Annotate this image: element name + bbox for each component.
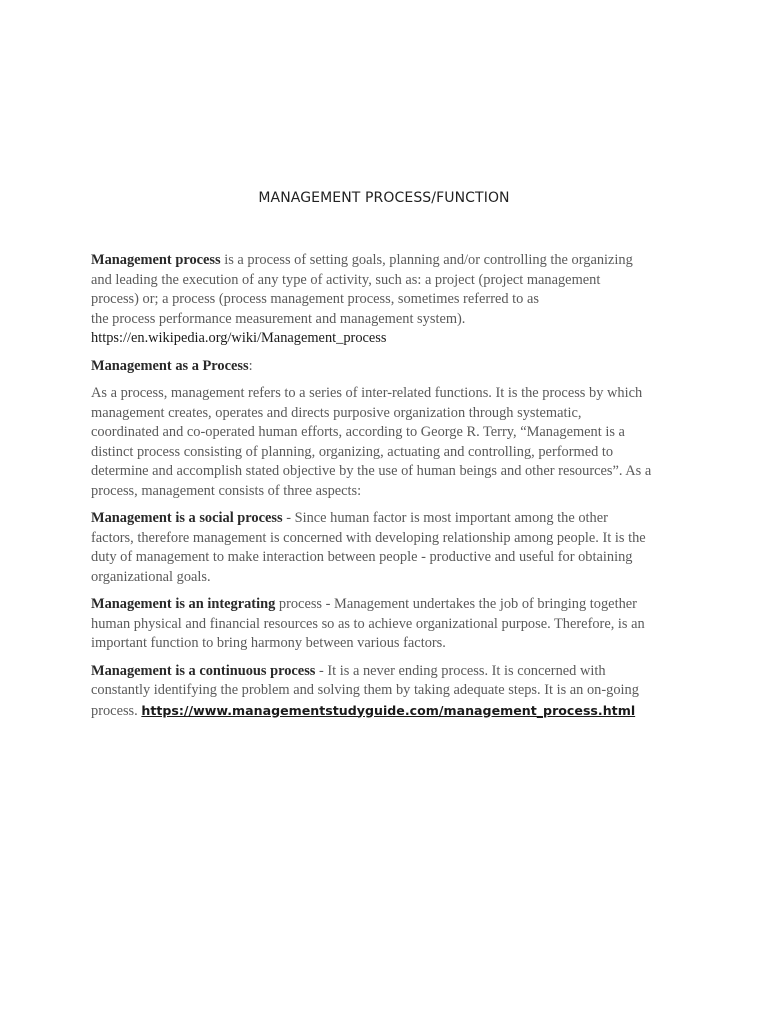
wikipedia-link[interactable]: https://en.wikipedia.org/wiki/Management_process	[91, 330, 387, 346]
term-continuous-process: Management is a continuous process	[91, 662, 316, 679]
term-management-process: Management process	[91, 252, 221, 268]
paragraph-social-process: Management is a social process - Since human factor is most important among the other factors, therefore management is concerned with developing relationship among people. It is the duty of management to make interaction between people - productive and useful for obtaining organizational goals.	[91, 510, 646, 585]
term-social-process: Management is a social process	[91, 510, 283, 526]
section-heading-management-as-process: Management as a Process:	[91, 357, 253, 374]
term-integrating-process: Management is an integrating	[91, 596, 276, 612]
paragraph-management-process: Management process is a process of setting goals, planning and/or controlling the organizing and leading the execution of any type of activity, such as: a project (project management process) or; a process (process management process, sometimes referred to as the process performance measurement and management system). https://en.wikipedia.org/wiki/Management_process	[91, 252, 633, 346]
paragraph-process-description: As a process, management refers to a series of inter-related functions. It is the process by which management creates, operates and directs purposive organization through systematic, coordinated and co-operated human efforts, according to George R. Terry, “Management is a distinct process consisting of planning, organizing, actuating and controlling, performed to determine and accomplish stated objective by the use of human beings and other resources”. As a process, management consists of three aspects:	[91, 385, 652, 499]
paragraph-continuous-process: Management is a continuous process - It is a never ending process. It is concerned with constantly identifying the problem and solving them by taking adequate steps. It is an on-going process. https://www.managementstudyguide.com/management_process.html	[91, 662, 639, 719]
managementstudyguide-link[interactable]: https://www.managementstudyguide.com/management_process.html	[141, 702, 636, 718]
paragraph-integrating-process: Management is an integrating process - Management undertakes the job of bringing together human physical and financial resources so as to achieve organizational purpose. Therefore, is an important function to bring harmony between various factors.	[91, 596, 645, 651]
document-title: MANAGEMENT PROCESS/FUNCTION	[258, 190, 510, 206]
document-body	[91, 251, 683, 729]
heading-management-as-process: Management as a Process	[91, 357, 249, 374]
